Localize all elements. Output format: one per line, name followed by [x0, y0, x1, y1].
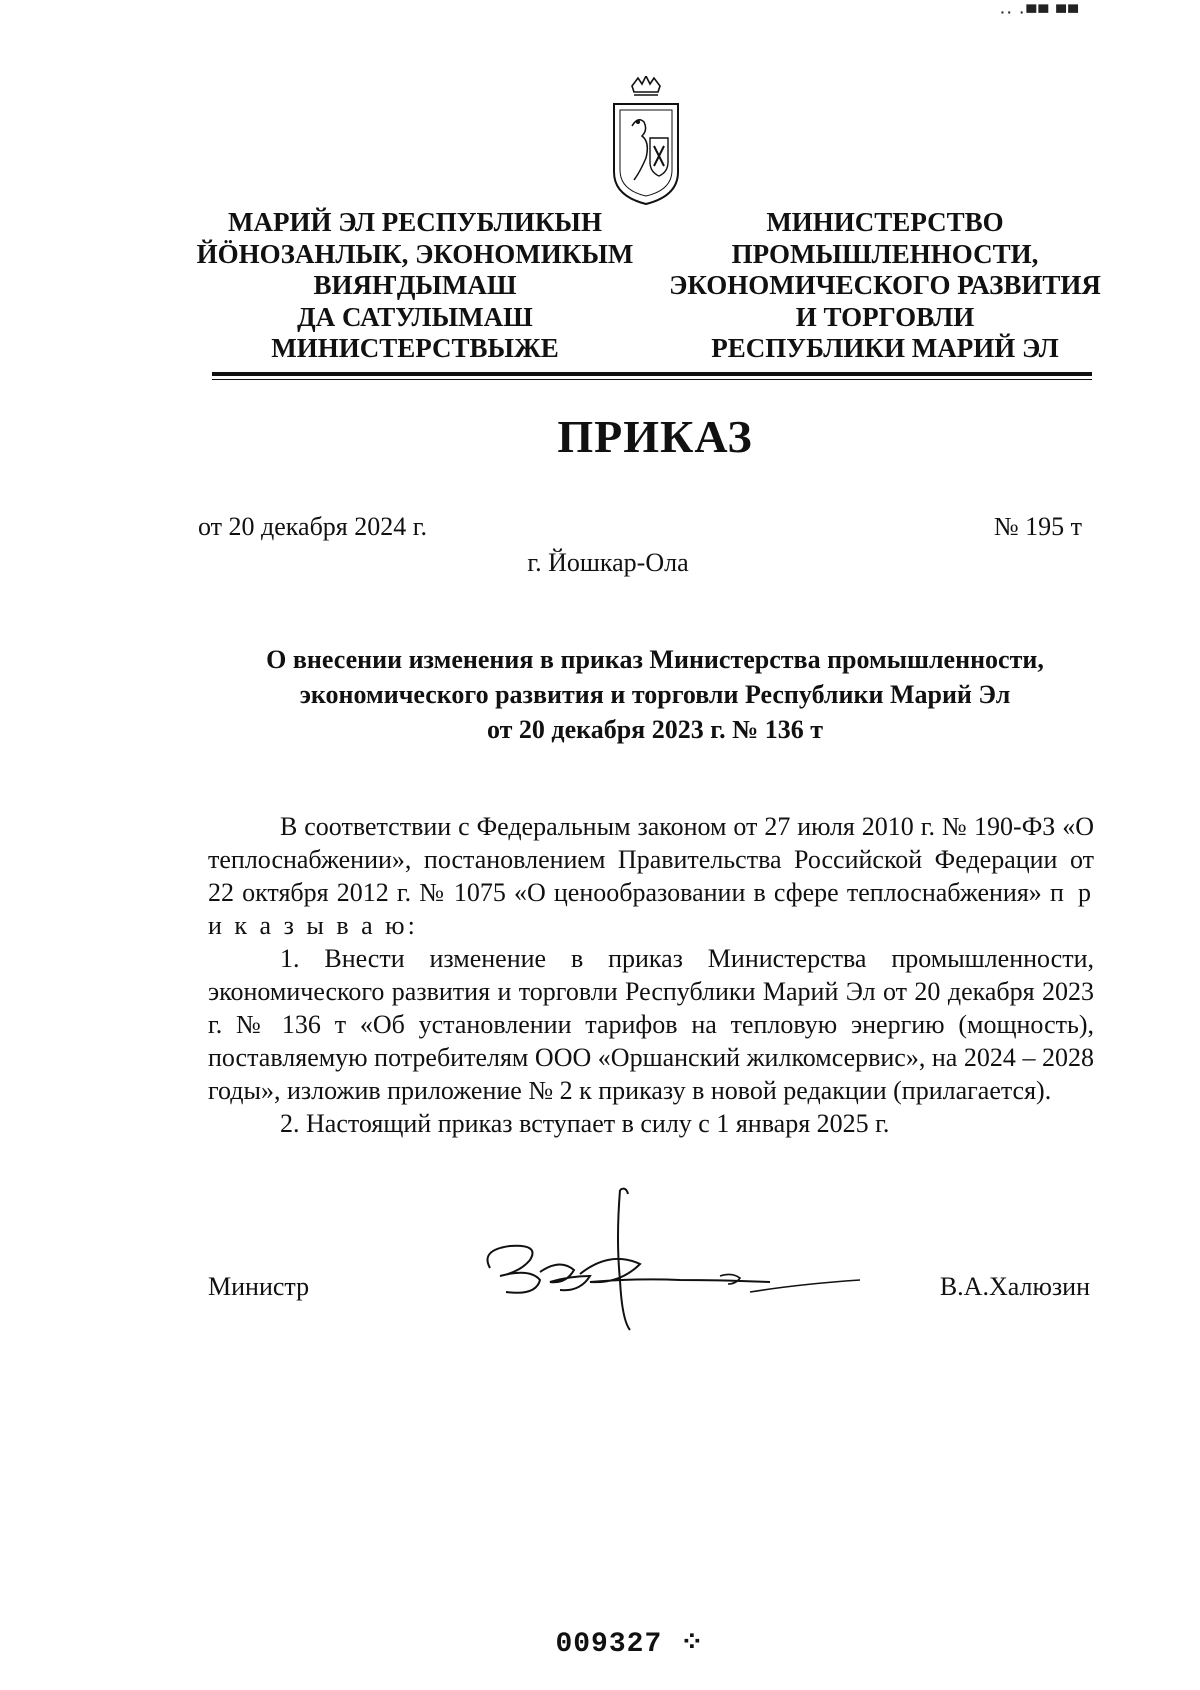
- preamble-text: В соответствии с Федеральным законом от 27 июля 2010 г. № 190-ФЗ «О теплоснабжении», постановлением Правительства Российской Федерации от 22 октября 2012 г. № 1075 «О ценообразовании в сфере теплоснабжения»: [208, 812, 1094, 907]
- org-line: ДА САТУЛЫМАШ: [297, 301, 533, 332]
- document-serial-number: [0, 1625, 1200, 1660]
- document-city: г. Йошкар-Ола: [527, 548, 689, 577]
- stamp-mark-icon: ⁘: [680, 1629, 705, 1660]
- signatory-name: В.А.Халюзин: [939, 1272, 1090, 1301]
- subject-line: экономического развития и торговли Республики Марий Эл: [299, 680, 1011, 709]
- handwritten-signature: [470, 1180, 880, 1340]
- org-line: РЕСПУБЛИКИ МАРИЙ ЭЛ: [711, 333, 1059, 363]
- document-subject: [180, 642, 1130, 747]
- order-item-1: 1. Внести изменение в приказ Министерства промышленности, экономического развития и торговли Республики Марий Эл от 20 декабря 2023 г. № 136 т «Об установлении тарифов на тепловую энергию (мощность), поставляемую потребителям ООО «Оршанский жилкомсервис», на 2024 – 2028 годы», изложив приложение № 2 к приказу в новой редакции (прилагается).: [208, 944, 1094, 1105]
- order-keyword: п р и к а з ы в а ю:: [208, 878, 1094, 940]
- header-divider-thin: [212, 379, 1092, 380]
- org-line: И ТОРГОВЛИ: [795, 301, 975, 332]
- document-body: [208, 810, 1094, 1140]
- subject-line: от 20 декабря 2023 г. № 136 т: [486, 715, 823, 744]
- document-date: от 20 декабря 2024 г.: [198, 512, 427, 541]
- coat-of-arms-emblem: [610, 76, 682, 208]
- serial-number-text: 009327: [555, 1629, 663, 1660]
- org-line: ЭКОНОМИЧЕСКОГО РАЗВИТИЯ: [669, 270, 1101, 300]
- header-divider-thick: [212, 372, 1092, 376]
- scan-marks: ·· ·▀▀ ▀▀: [1000, 4, 1080, 20]
- org-line: ВИЯҤДЫМАШ: [313, 270, 517, 300]
- organization-name-mari: [180, 207, 650, 365]
- signatory-title: Министр: [208, 1272, 310, 1301]
- subject-line: О внесении изменения в приказ Министерства промышленности,: [266, 645, 1044, 674]
- document-number: № 195 т: [993, 512, 1082, 541]
- document-type-title: ПРИКАЗ: [557, 411, 753, 462]
- preamble-paragraph: [208, 810, 1094, 942]
- org-line: МИНИСТЕРСТВЫЖЕ: [271, 333, 559, 363]
- order-item-2: 2. Настоящий приказ вступает в силу с 1 января 2025 г.: [280, 1109, 890, 1138]
- org-line: ПРОМЫШЛЕННОСТИ,: [731, 238, 1039, 269]
- organization-name-russian: [665, 207, 1105, 365]
- org-line: МАРИЙ ЭЛ РЕСПУБЛИКЫН: [228, 207, 602, 237]
- org-line: ЙÖНОЗАНЛЫК, ЭКОНОМИКЫМ: [196, 238, 634, 269]
- org-line: МИНИСТЕРСТВО: [766, 207, 1004, 237]
